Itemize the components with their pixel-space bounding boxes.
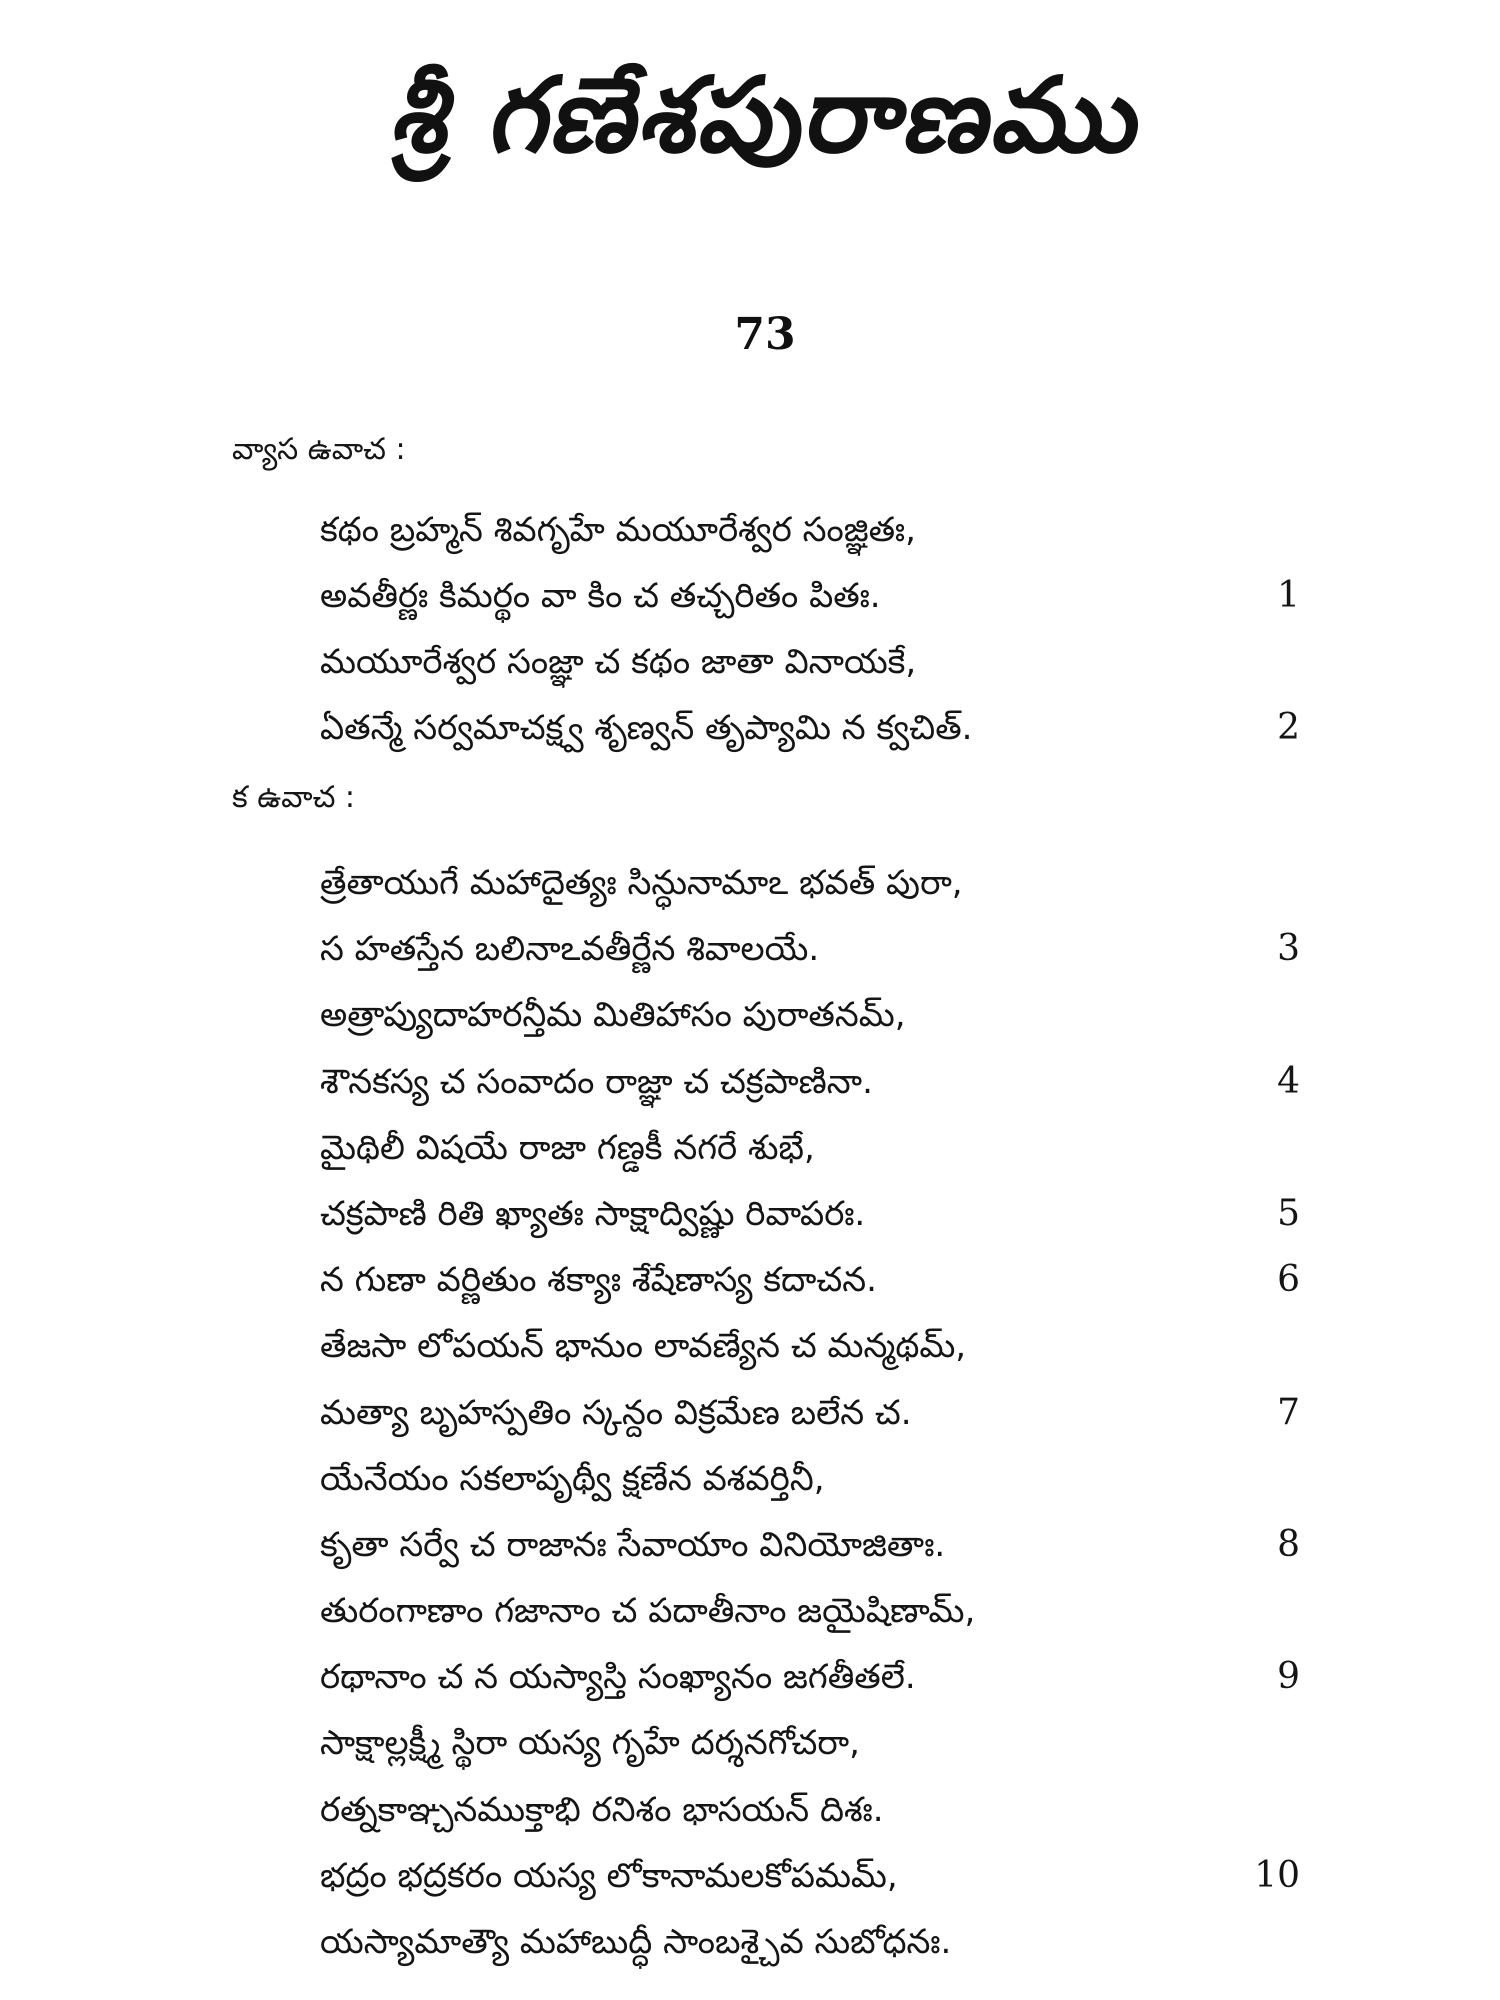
verse-number: 9 [1277,1656,1300,1698]
verse-text: చక్రపాణి రితి ఖ్యాతః సాక్షాద్విష్ణు రివాపరః. [320,1193,866,1234]
verse-line [320,1512,1300,1578]
verse-text: యేనేయం సకలాపృథ్వీ క్షణేన వశవర్తినీ, [320,1458,825,1499]
verse-line [320,982,1300,1048]
verse-line [320,1446,1300,1512]
verse-text: అవతీర్ణః కిమర్థం వా కిం చ తచ్చరితం పితః. [320,576,881,616]
verse-text: శౌనకస్య చ సంవాదం రాజ్ఞా చ చక్రపాణినా. [320,1061,873,1102]
verse-text: అత్రాప్యుదాహరన్తీమ మితిహాసం పురాతనమ్, [320,995,906,1036]
verse-number: 7 [1277,1391,1300,1433]
verse-line [320,1313,1300,1379]
verse-line [320,1909,1300,1975]
verse-number: 3 [1277,928,1300,970]
verse-text: ఏతన్మే సర్వమాచక్ష్వ శృణ్వన్ తృప్యామి న క్వచిత్. [320,708,973,748]
verse-line [320,563,1300,629]
verse-text: తురంగాణాం గజానాం చ పదాతీనాం జయైషిణామ్, [320,1591,976,1632]
verse-block-ka [320,850,1300,1975]
speaker-vyasa: వ్యాస ఉవాచ : [232,432,406,467]
verse-line [320,1380,1300,1446]
chapter-number: 73 [734,309,796,360]
verse-line [320,1181,1300,1247]
verse-text: న గుణా వర్ణితుం శక్యాః శేషేణాస్య కదాచన. [320,1260,877,1301]
verse-text: త్రేతాయుగే మహాదైత్యః సిన్ధునామాఽ భవత్ పురా, [320,863,963,903]
verse-number: 2 [1277,707,1300,748]
verse-number: 1 [1277,575,1300,616]
verse-line [320,1710,1300,1776]
verse-number: 5 [1277,1192,1300,1234]
book-title: శ్రీ గణేశపురాణము [385,54,1155,176]
verse-line [320,695,1300,761]
verse-text: రథానాం చ న యస్యాస్తి సంఖ్యానం జగతీతలే. [320,1657,916,1698]
verse-text: మయూరేశ్వర సంజ్ఞా చ కథం జాతా వినాయకే, [320,642,917,682]
verse-line [320,1247,1300,1313]
verse-text: మైథిలీ విషయే రాజా గణ్డకీ నగరే శుభే, [320,1127,815,1168]
verse-text: భద్రం భద్రకరం యస్య లోకానామలకోపమమ్, [320,1855,898,1896]
verse-line [320,1644,1300,1710]
verse-line [320,629,1300,695]
speaker-ka: క ఉవాచ : [232,780,356,815]
verse-text: సాక్షాల్లక్ష్మీ స్థిరా యస్య గృహే దర్శనగోచరా, [320,1723,860,1764]
verse-number: 10 [1254,1854,1300,1896]
verse-line [320,497,1300,563]
verse-text: కథం బ్రహ్మన్ శివగృహే మయూరేశ్వర సంజ్ఞితః, [320,510,916,550]
verse-text: మత్యా బృహస్పతిం స్కన్దం విక్రమేణ బలేన చ. [320,1392,912,1433]
verse-line [320,1578,1300,1644]
verse-line [320,1777,1300,1843]
verse-line [320,916,1300,982]
verse-number: 6 [1277,1259,1300,1301]
verse-line [320,1843,1300,1909]
verse-text: రత్నకాఞ్చనముక్తాభి రనిశం భాసయన్ దిశః. [320,1789,884,1830]
verse-text: కృతా సర్వే చ రాజానః సేవాయాం వినియోజితాః. [320,1524,946,1565]
verse-line [320,850,1300,916]
verse-block-vyasa [320,497,1300,761]
verse-number: 4 [1277,1060,1300,1102]
verse-number: 8 [1277,1523,1300,1565]
verse-text: యస్యామాత్యౌ మహాబుద్ధీ సాంబశ్చైవ సుబోధనః. [320,1922,952,1962]
verse-text: స హతస్తేన బలినాఽవతీర్ణేన శివాలయే. [320,929,820,970]
verse-line [320,1049,1300,1115]
verse-line [320,1115,1300,1181]
verse-text: తేజసా లోపయన్ భానుం లావణ్యేన చ మన్మథమ్, [320,1326,967,1367]
